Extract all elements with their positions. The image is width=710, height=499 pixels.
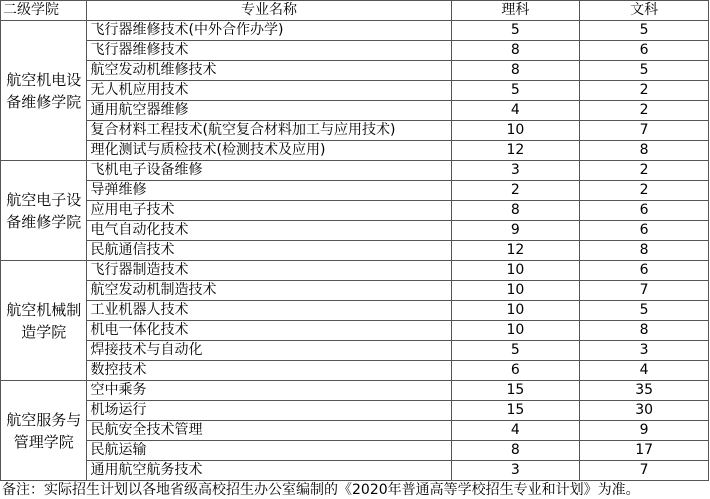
major-name: 无人机应用技术 xyxy=(87,81,451,101)
major-name: 机电一体化技术 xyxy=(87,321,451,341)
table-row xyxy=(1,361,709,381)
major-name: 应用电子技术 xyxy=(87,201,451,221)
science-quota: 3 xyxy=(451,461,580,481)
table-row xyxy=(1,301,709,321)
arts-quota: 8 xyxy=(580,321,709,341)
table-row xyxy=(1,61,709,81)
science-quota: 15 xyxy=(451,381,580,401)
arts-quota: 6 xyxy=(580,41,709,61)
major-name: 复合材料工程技术(航空复合材料加工与应用技术) xyxy=(87,121,451,141)
table-row xyxy=(1,121,709,141)
arts-quota: 6 xyxy=(580,261,709,281)
science-quota: 3 xyxy=(451,161,580,181)
science-quota: 8 xyxy=(451,201,580,221)
science-quota: 2 xyxy=(451,181,580,201)
arts-quota: 7 xyxy=(580,121,709,141)
major-name: 民航通信技术 xyxy=(87,241,451,261)
table-row xyxy=(1,321,709,341)
science-quota: 10 xyxy=(451,321,580,341)
arts-quota: 2 xyxy=(580,101,709,121)
header-major: 专业名称 xyxy=(87,1,451,21)
major-name: 通用航空器维修 xyxy=(87,101,451,121)
arts-quota: 3 xyxy=(580,341,709,361)
college-name: 航空机械制造学院 xyxy=(1,261,87,381)
table-row xyxy=(1,141,709,161)
table-row xyxy=(1,261,709,281)
table-row xyxy=(1,281,709,301)
major-name: 数控技术 xyxy=(87,361,451,381)
arts-quota: 2 xyxy=(580,81,709,101)
arts-quota: 2 xyxy=(580,181,709,201)
major-name: 飞行器制造技术 xyxy=(87,261,451,281)
science-quota: 15 xyxy=(451,401,580,421)
science-quota: 10 xyxy=(451,261,580,281)
arts-quota: 9 xyxy=(580,421,709,441)
table-row xyxy=(1,221,709,241)
arts-quota: 4 xyxy=(580,361,709,381)
arts-quota: 6 xyxy=(580,221,709,241)
table-row xyxy=(1,201,709,221)
table-row xyxy=(1,381,709,401)
arts-quota: 35 xyxy=(580,381,709,401)
major-name: 民航运输 xyxy=(87,441,451,461)
arts-quota: 17 xyxy=(580,441,709,461)
major-name: 航空发动机维修技术 xyxy=(87,61,451,81)
arts-quota: 5 xyxy=(580,61,709,81)
major-name: 民航安全技术管理 xyxy=(87,421,451,441)
table-row xyxy=(1,401,709,421)
table-row xyxy=(1,421,709,441)
science-quota: 4 xyxy=(451,421,580,441)
science-quota: 10 xyxy=(451,281,580,301)
major-name: 焊接技术与自动化 xyxy=(87,341,451,361)
science-quota: 10 xyxy=(451,301,580,321)
header-college: 二级学院 xyxy=(1,1,87,21)
table-row xyxy=(1,341,709,361)
table-row xyxy=(1,441,709,461)
science-quota: 10 xyxy=(451,121,580,141)
science-quota: 8 xyxy=(451,41,580,61)
arts-quota: 7 xyxy=(580,461,709,481)
table-row xyxy=(1,21,709,41)
table-row xyxy=(1,461,709,481)
science-quota: 12 xyxy=(451,241,580,261)
header-science: 理科 xyxy=(451,1,580,21)
table-row xyxy=(1,41,709,61)
major-name: 机场运行 xyxy=(87,401,451,421)
header-arts: 文科 xyxy=(580,1,709,21)
major-name: 飞行器维修技术(中外合作办学) xyxy=(87,21,451,41)
arts-quota: 8 xyxy=(580,141,709,161)
science-quota: 8 xyxy=(451,441,580,461)
arts-quota: 7 xyxy=(580,281,709,301)
major-name: 通用航空航务技术 xyxy=(87,461,451,481)
arts-quota: 5 xyxy=(580,21,709,41)
major-name: 航空发动机制造技术 xyxy=(87,281,451,301)
science-quota: 4 xyxy=(451,101,580,121)
science-quota: 5 xyxy=(451,81,580,101)
arts-quota: 6 xyxy=(580,201,709,221)
arts-quota: 2 xyxy=(580,161,709,181)
science-quota: 5 xyxy=(451,341,580,361)
major-name: 工业机器人技术 xyxy=(87,301,451,321)
arts-quota: 30 xyxy=(580,401,709,421)
table-row xyxy=(1,101,709,121)
major-name: 飞行器维修技术 xyxy=(87,41,451,61)
arts-quota: 8 xyxy=(580,241,709,261)
arts-quota: 5 xyxy=(580,301,709,321)
science-quota: 12 xyxy=(451,141,580,161)
table-row xyxy=(1,241,709,261)
major-name: 理化测试与质检技术(检测技术及应用) xyxy=(87,141,451,161)
footnote: 备注：实际招生计划以各地省级高校招生办公室编制的《2020年普通高等学校招生专业和计划》为准。 xyxy=(2,482,640,498)
science-quota: 5 xyxy=(451,21,580,41)
table-row xyxy=(1,161,709,181)
science-quota: 9 xyxy=(451,221,580,241)
table-row xyxy=(1,81,709,101)
header-row xyxy=(1,1,709,21)
major-name: 导弹维修 xyxy=(87,181,451,201)
college-name: 航空机电设备维修学院 xyxy=(1,21,87,161)
major-name: 空中乘务 xyxy=(87,381,451,401)
college-name: 航空服务与管理学院 xyxy=(1,381,87,481)
science-quota: 6 xyxy=(451,361,580,381)
college-name: 航空电子设备维修学院 xyxy=(1,161,87,261)
major-name: 飞机电子设备维修 xyxy=(87,161,451,181)
table-row xyxy=(1,181,709,201)
science-quota: 8 xyxy=(451,61,580,81)
major-name: 电气自动化技术 xyxy=(87,221,451,241)
